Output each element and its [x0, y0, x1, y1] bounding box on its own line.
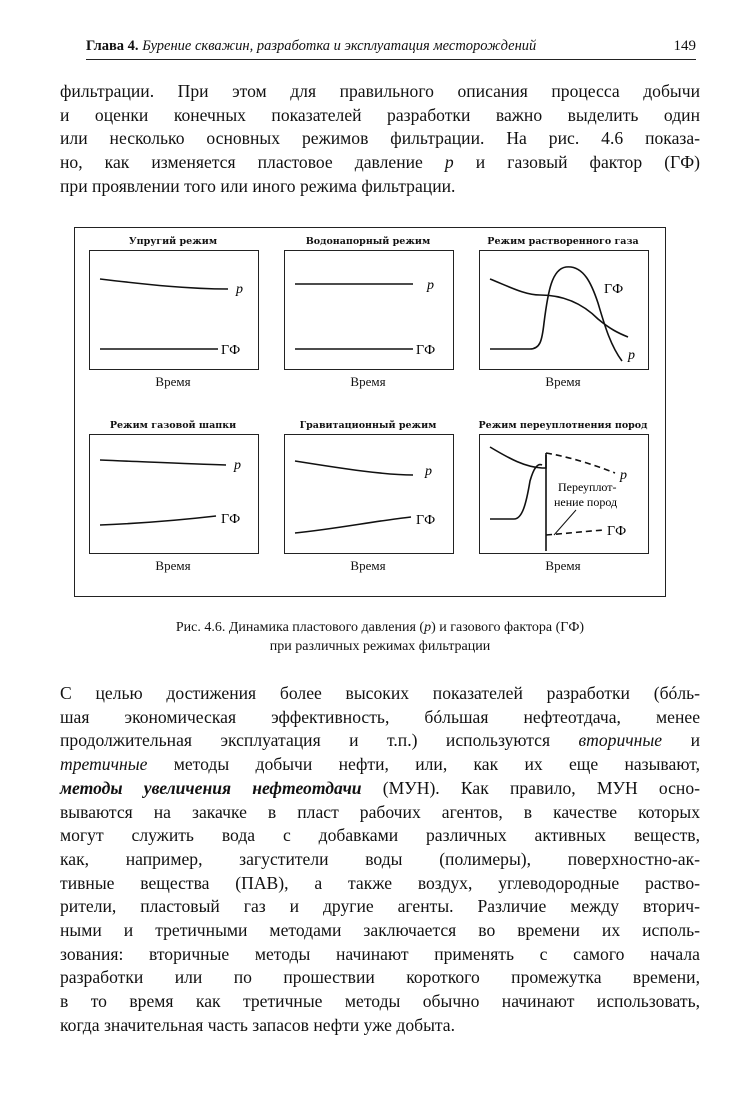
x-axis-label: Время — [350, 374, 386, 389]
caption-line: при различных режимах фильтрации — [269, 639, 491, 654]
pressure-curve — [100, 279, 228, 289]
chapter-number: Глава 4. — [86, 38, 139, 54]
panel-title: Гравитационный режим — [299, 420, 437, 431]
panel-title: Упругий режим — [128, 236, 218, 247]
text-line: или несколько основных режимов фильтрации. На рис. 4.6 показа- — [60, 128, 700, 149]
pressure-label: p — [236, 282, 243, 297]
pressure-label: p — [234, 458, 241, 473]
annotation-compaction: нение пород — [554, 495, 618, 509]
panel-solution-gas-mode — [477, 236, 649, 390]
panel-plot — [479, 434, 649, 554]
panel-plot — [284, 250, 454, 370]
gas-factor-curve — [100, 516, 216, 525]
text-line — [60, 729, 700, 753]
running-header — [86, 38, 696, 60]
annotation-compaction: Переуплот- — [558, 480, 617, 494]
pressure-label: p — [628, 348, 635, 363]
text-run: продолжительная эксплуатация и т.п.) используются — [60, 730, 579, 751]
x-axis-label: Время — [545, 374, 581, 389]
chapter-title: Бурение скважин, разработка и эксплуатация месторождений — [142, 38, 537, 54]
gas-factor-label: ГФ — [221, 512, 241, 527]
caption-line — [60, 618, 700, 637]
pressure-label: p — [425, 464, 432, 479]
symbol-p: p — [424, 620, 432, 635]
text-line — [60, 151, 700, 175]
gas-factor-curve — [490, 267, 622, 361]
x-axis-label: Время — [155, 558, 191, 573]
panel-chart — [480, 251, 648, 369]
text-run: и газовый фактор (ГФ) — [453, 152, 700, 173]
pressure-label: p — [620, 468, 627, 483]
text-line: когда значительная часть запасов нефти уже добыта. — [60, 1014, 456, 1035]
text-run: (МУН). Как правило, МУН осно- — [361, 777, 700, 798]
figure-caption — [60, 618, 700, 656]
paragraph-intro — [60, 80, 700, 199]
panel-water-drive-mode — [282, 236, 454, 390]
panel-plot — [89, 250, 259, 370]
annotation-pointer — [554, 510, 576, 535]
panel-elastic-mode — [87, 236, 259, 390]
panel-chart — [480, 435, 648, 553]
text-run: методы добычи нефти, или, как их еще называют, — [147, 754, 700, 775]
gas-factor-curve — [490, 465, 542, 519]
pressure-curve — [295, 461, 413, 475]
panel-title: Режим переуплотнения пород — [478, 420, 648, 431]
gas-factor-label: ГФ — [221, 343, 241, 358]
emphasis-term: третичные — [60, 754, 148, 775]
panel-plot — [284, 434, 454, 554]
text-run: но, как изменяется пластовое давление — [60, 152, 445, 173]
pressure-curve — [100, 460, 226, 465]
text-line: тивные вещества (ПАВ), а также воздух, углеводородные раство- — [60, 872, 700, 893]
x-axis-label: Время — [155, 374, 191, 389]
emphasis-term: вторичные — [578, 730, 663, 751]
gas-factor-curve — [295, 517, 411, 533]
text-line: разработки или по прошествии короткого промежутка времени, — [60, 967, 700, 988]
pressure-curve-dashed — [546, 453, 615, 473]
text-line: рители, пластовый газ и другие агенты. Различие между вторич- — [60, 896, 700, 917]
panel-title: Водонапорный режим — [305, 236, 431, 247]
page-number: 149 — [673, 38, 696, 54]
panel-gas-cap-mode — [87, 420, 259, 574]
text-line: как, например, загустители воды (полимеры), поверхностно-ак- — [60, 848, 700, 869]
x-axis-label: Время — [545, 558, 581, 573]
gas-factor-label: ГФ — [604, 282, 624, 297]
text-line: зования: вторичные методы начинают применять с самого начала — [60, 943, 700, 964]
text-line: шая экономическая эффективность, бóльшая нефтеотдача, менее — [60, 706, 700, 727]
text-run: и — [662, 730, 700, 751]
panel-plot — [89, 434, 259, 554]
panel-chart — [90, 251, 258, 369]
text-line: при проявлении того или иного режима фильтрации. — [60, 175, 456, 196]
gas-factor-label: ГФ — [416, 513, 436, 528]
text-line: вываются на закачке в пласт рабочих агентов, в качестве которых — [60, 801, 700, 822]
panel-title: Режим растворенного газа — [487, 236, 639, 247]
text-line: могут служить вода с добавками различных активных веществ, — [60, 825, 700, 846]
figure-4-6 — [74, 227, 666, 597]
text-line: в то время как третичные методы обычно начинают использовать, — [60, 991, 700, 1012]
text-run: Рис. 4.6. Динамика пластового давления ( — [175, 620, 425, 635]
emphasis-term: методы увеличения нефтеотдачи — [60, 777, 362, 798]
gas-factor-label: ГФ — [607, 524, 627, 539]
text-line — [60, 753, 700, 777]
gas-factor-label: ГФ — [416, 343, 436, 358]
paragraph-eor-methods — [60, 682, 700, 1038]
panel-plot — [479, 250, 649, 370]
text-line: С целью достижения более высоких показателей разработки (бóль- — [60, 683, 700, 703]
panel-chart — [90, 435, 258, 553]
text-line: фильтрации. При этом для правильного описания процесса добычи — [60, 81, 700, 101]
panel-chart — [285, 251, 453, 369]
text-run: ) и газового фактора (ГФ) — [431, 620, 585, 635]
pressure-label: p — [427, 278, 434, 293]
x-axis-label: Время — [350, 558, 386, 573]
text-line: и оценки конечных показателей разработки важно выделить один — [60, 104, 700, 125]
panel-chart — [285, 435, 453, 553]
text-line: ными и третичными методами заключается во времени их исполь- — [60, 920, 700, 941]
symbol-p: p — [444, 152, 454, 173]
text-line — [60, 777, 700, 801]
panel-rock-compaction-mode — [477, 420, 649, 574]
panel-title: Режим газовой шапки — [109, 420, 237, 431]
panel-gravity-mode — [282, 420, 454, 574]
